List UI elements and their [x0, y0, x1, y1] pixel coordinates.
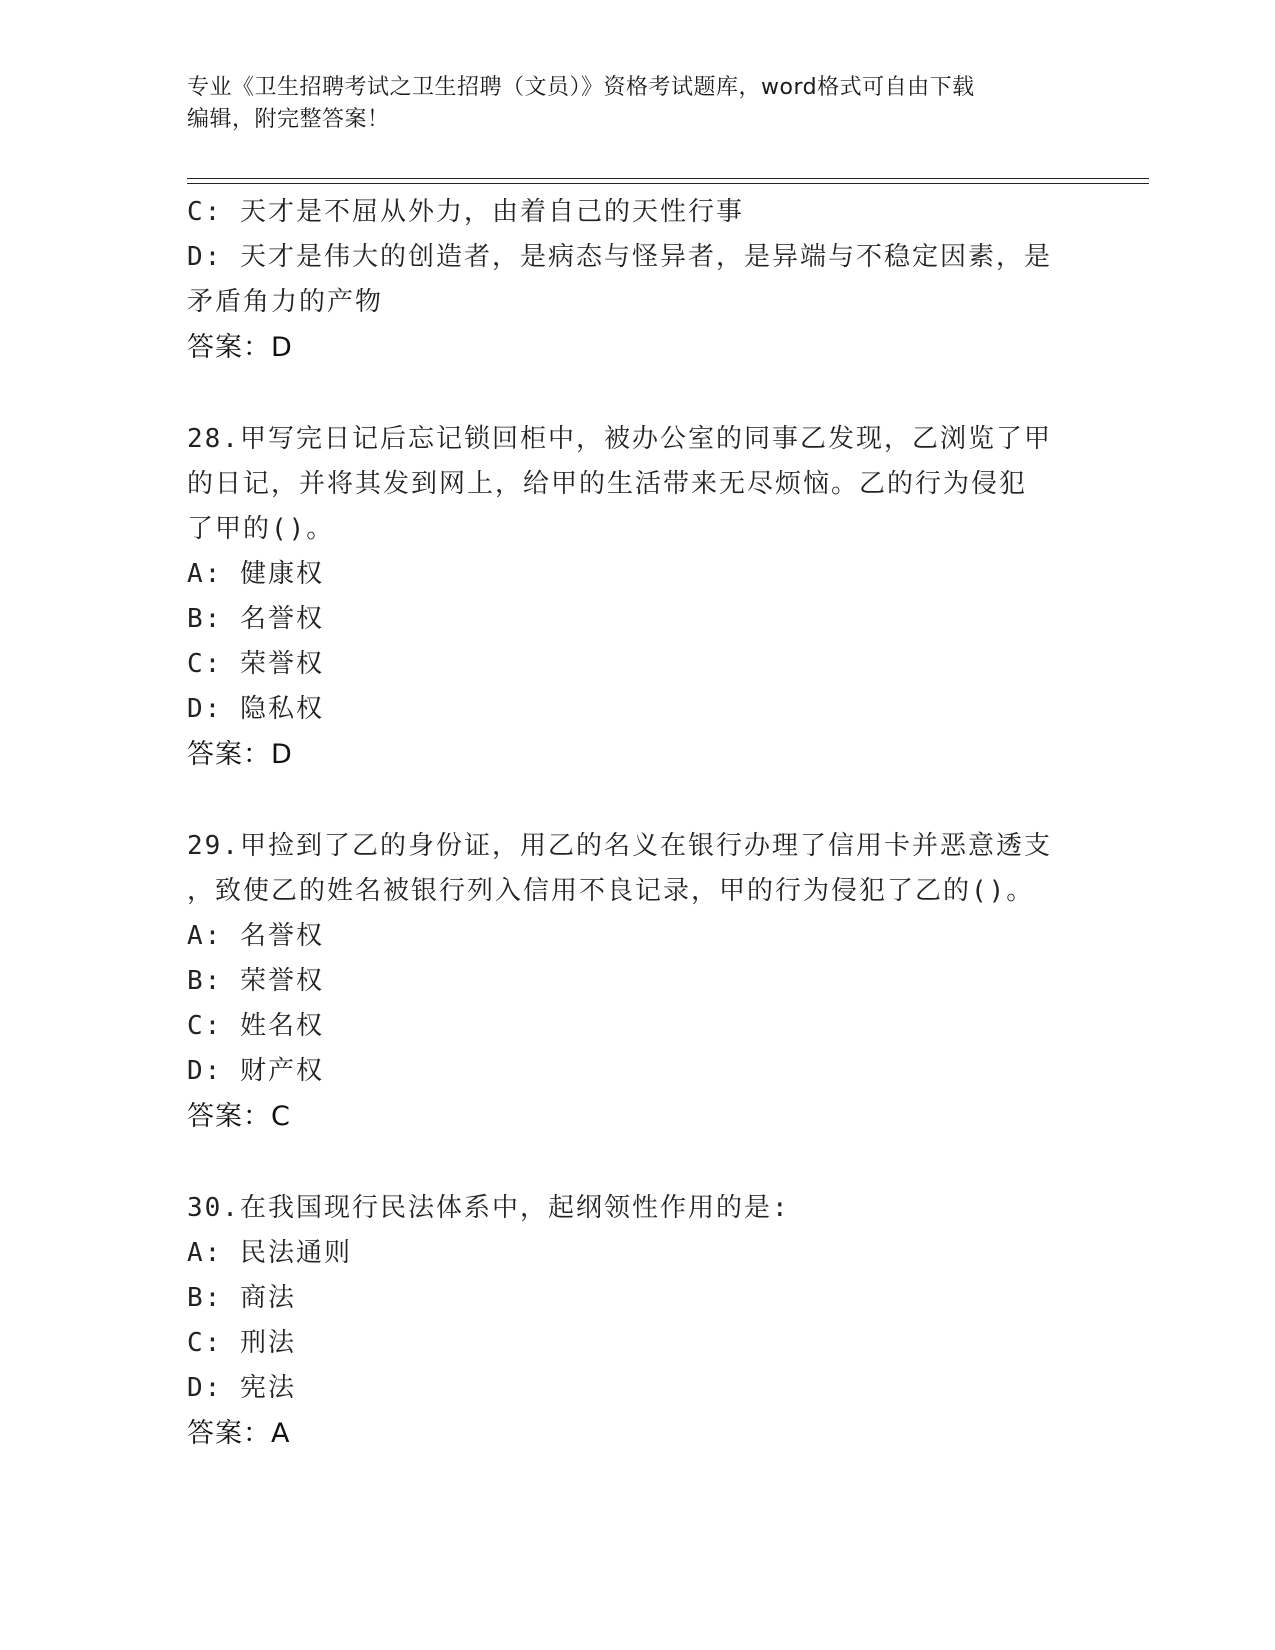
answer-line: 答案：A	[187, 1418, 291, 1449]
option-a: A: 健康权	[187, 559, 324, 589]
option-c: C: 姓名权	[187, 1011, 324, 1041]
option-d: D: 宪法	[187, 1373, 296, 1403]
question-stem: 28.甲写完日记后忘记锁回柜中，被办公室的同事乙发现，乙浏览了甲	[187, 424, 1052, 454]
question-list	[187, 190, 1087, 1456]
question-stem: ，致使乙的姓名被银行列入信用不良记录，甲的行为侵犯了乙的()。	[187, 876, 1035, 906]
document-header	[187, 72, 1067, 136]
question-30	[187, 1186, 1087, 1456]
option-c: C: 刑法	[187, 1328, 296, 1358]
option-d: D: 隐私权	[187, 694, 324, 724]
option-a: A: 名誉权	[187, 921, 324, 951]
question-stem: 了甲的()。	[187, 514, 335, 544]
previous-question-tail	[187, 190, 1087, 370]
header-line-1: 专业《卫生招聘考试之卫生招聘（文员）》资格考试题库，word格式可自由下载	[187, 75, 975, 100]
header-rule-bottom	[187, 183, 1149, 184]
answer-line: 答案：D	[187, 332, 293, 363]
option-d: D: 财产权	[187, 1056, 324, 1086]
question-stem: 的日记，并将其发到网上，给甲的生活带来无尽烦恼。乙的行为侵犯	[187, 469, 1028, 499]
option-d-continued: 矛盾角力的产物	[187, 287, 384, 317]
option-b: B: 荣誉权	[187, 966, 324, 996]
answer-line: 答案：C	[187, 1101, 291, 1132]
header-line-2: 编辑，附完整答案！	[187, 107, 390, 132]
option-a: A: 民法通则	[187, 1238, 352, 1268]
question-stem: 30.在我国现行民法体系中，起纲领性作用的是:	[187, 1193, 790, 1223]
option-c: C: 天才是不屈从外力，由着自己的天性行事	[187, 197, 744, 227]
header-rule-top	[187, 178, 1149, 179]
option-b: B: 商法	[187, 1283, 296, 1313]
question-29	[187, 824, 1087, 1139]
option-c: C: 荣誉权	[187, 649, 324, 679]
question-28	[187, 417, 1087, 777]
question-stem: 29.甲捡到了乙的身份证，用乙的名义在银行办理了信用卡并恶意透支	[187, 831, 1052, 861]
answer-line: 答案：D	[187, 739, 293, 770]
option-b: B: 名誉权	[187, 604, 324, 634]
option-d: D: 天才是伟大的创造者，是病态与怪异者，是异端与不稳定因素，是	[187, 242, 1052, 272]
